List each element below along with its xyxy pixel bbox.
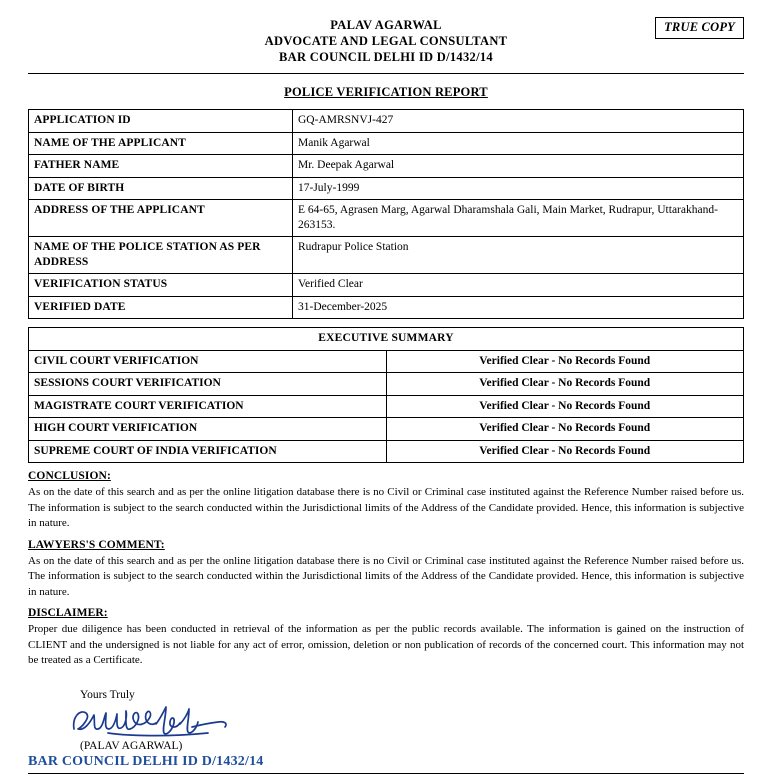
summary-label: HIGH COURT VERIFICATION	[29, 418, 387, 441]
lawyers-comment-section	[28, 539, 744, 601]
summary-label: MAGISTRATE COURT VERIFICATION	[29, 395, 387, 418]
table-row	[29, 328, 744, 351]
detail-label: DATE OF BIRTH	[29, 177, 293, 200]
letterhead-name: PALAV AGARWAL	[330, 18, 442, 32]
page-title: POLICE VERIFICATION REPORT	[284, 85, 488, 99]
detail-label: VERIFICATION STATUS	[29, 274, 293, 297]
summary-value: Verified Clear - No Records Found	[386, 395, 744, 418]
table-row	[29, 440, 744, 463]
detail-value: Verified Clear	[293, 274, 744, 297]
executive-summary-section	[28, 327, 744, 463]
true-copy-stamp: TRUE COPY	[655, 17, 744, 39]
table-row	[29, 350, 744, 373]
detail-label: APPLICATION ID	[29, 110, 293, 133]
summary-value: Verified Clear - No Records Found	[386, 373, 744, 396]
conclusion-body: As on the date of this search and as per the online litigation database there is no Civil or Criminal case instituted against the Reference Number raised before us. The information is subject to the search conducted within the Jurisdictional limits of the Address of the Candidate provided. Hence, this information is subjective in nature.	[28, 486, 744, 529]
signatory-name: (PALAV AGARWAL)	[80, 739, 183, 752]
detail-value: E 64-65, Agrasen Marg, Agarwal Dharamshala Gali, Main Market, Rudrapur, Uttarakhand-263153.	[293, 200, 744, 237]
table-row	[29, 132, 744, 155]
detail-label: FATHER NAME	[29, 155, 293, 178]
detail-value: Mr. Deepak Agarwal	[293, 155, 744, 178]
letterhead-designation: ADVOCATE AND LEGAL CONSULTANT	[264, 34, 508, 48]
conclusion-title: CONCLUSION:	[28, 470, 111, 482]
lawyers-comment-title: LAWYERS'S COMMENT:	[28, 538, 165, 551]
lawyers-comment-body: As on the date of this search and as per the online litigation database there is no Civil or Criminal case instituted against the Reference Number raised before us. The information is subject to the search conducted within the Jurisdictional limits of the Address of the Candidate provided. Hence, this information is subjective in nature.	[28, 554, 744, 598]
disclaimer-title: DISCLAIMER:	[28, 607, 108, 619]
table-row	[29, 177, 744, 200]
footer-bar-id: BAR COUNCIL DELHI ID D/1432/14	[28, 753, 264, 769]
detail-label: NAME OF THE POLICE STATION AS PER ADDRESS	[29, 237, 293, 274]
table-row	[29, 373, 744, 396]
table-row	[29, 274, 744, 297]
letterhead	[28, 0, 744, 65]
summary-label: CIVIL COURT VERIFICATION	[29, 350, 387, 373]
table-row	[29, 200, 744, 237]
handwritten-signature-icon	[68, 703, 258, 741]
table-row	[29, 395, 744, 418]
summary-value: Verified Clear - No Records Found	[386, 418, 744, 441]
summary-label: SESSIONS COURT VERIFICATION	[29, 373, 387, 396]
detail-value: Manik Agarwal	[293, 132, 744, 155]
letterhead-bar-id: BAR COUNCIL DELHI ID D/1432/14	[279, 50, 493, 64]
summary-value: Verified Clear - No Records Found	[386, 440, 744, 463]
executive-summary-heading: EXECUTIVE SUMMARY	[29, 328, 744, 351]
summary-label: SUPREME COURT OF INDIA VERIFICATION	[29, 440, 387, 463]
conclusion-section	[28, 470, 744, 532]
applicant-details-table	[28, 109, 744, 319]
detail-value: GQ-AMRSNVJ-427	[293, 110, 744, 133]
detail-label: NAME OF THE APPLICANT	[29, 132, 293, 155]
table-row	[29, 110, 744, 133]
table-row	[29, 237, 744, 274]
header-divider	[28, 73, 744, 74]
table-row	[29, 296, 744, 319]
disclaimer-body: Proper due diligence has been conducted in retrieval of the information as per the public records available. The information is gained on the instruction of CLIENT and the undersigned is not liable for any act of error, omission, deletion or non publication of records of the concerned court. This information may not be treated as a Certificate.	[28, 623, 744, 666]
executive-summary-table	[28, 327, 744, 463]
signature-image	[68, 703, 744, 739]
table-row	[29, 418, 744, 441]
detail-value: Rudrapur Police Station	[293, 237, 744, 274]
detail-label: VERIFIED DATE	[29, 296, 293, 319]
detail-label: ADDRESS OF THE APPLICANT	[29, 200, 293, 237]
summary-value: Verified Clear - No Records Found	[386, 350, 744, 373]
detail-value: 17-July-1999	[293, 177, 744, 200]
disclaimer-section	[28, 607, 744, 669]
closing-text: Yours Truly	[80, 688, 135, 701]
table-row	[29, 155, 744, 178]
detail-value: 31-December-2025	[293, 296, 744, 319]
